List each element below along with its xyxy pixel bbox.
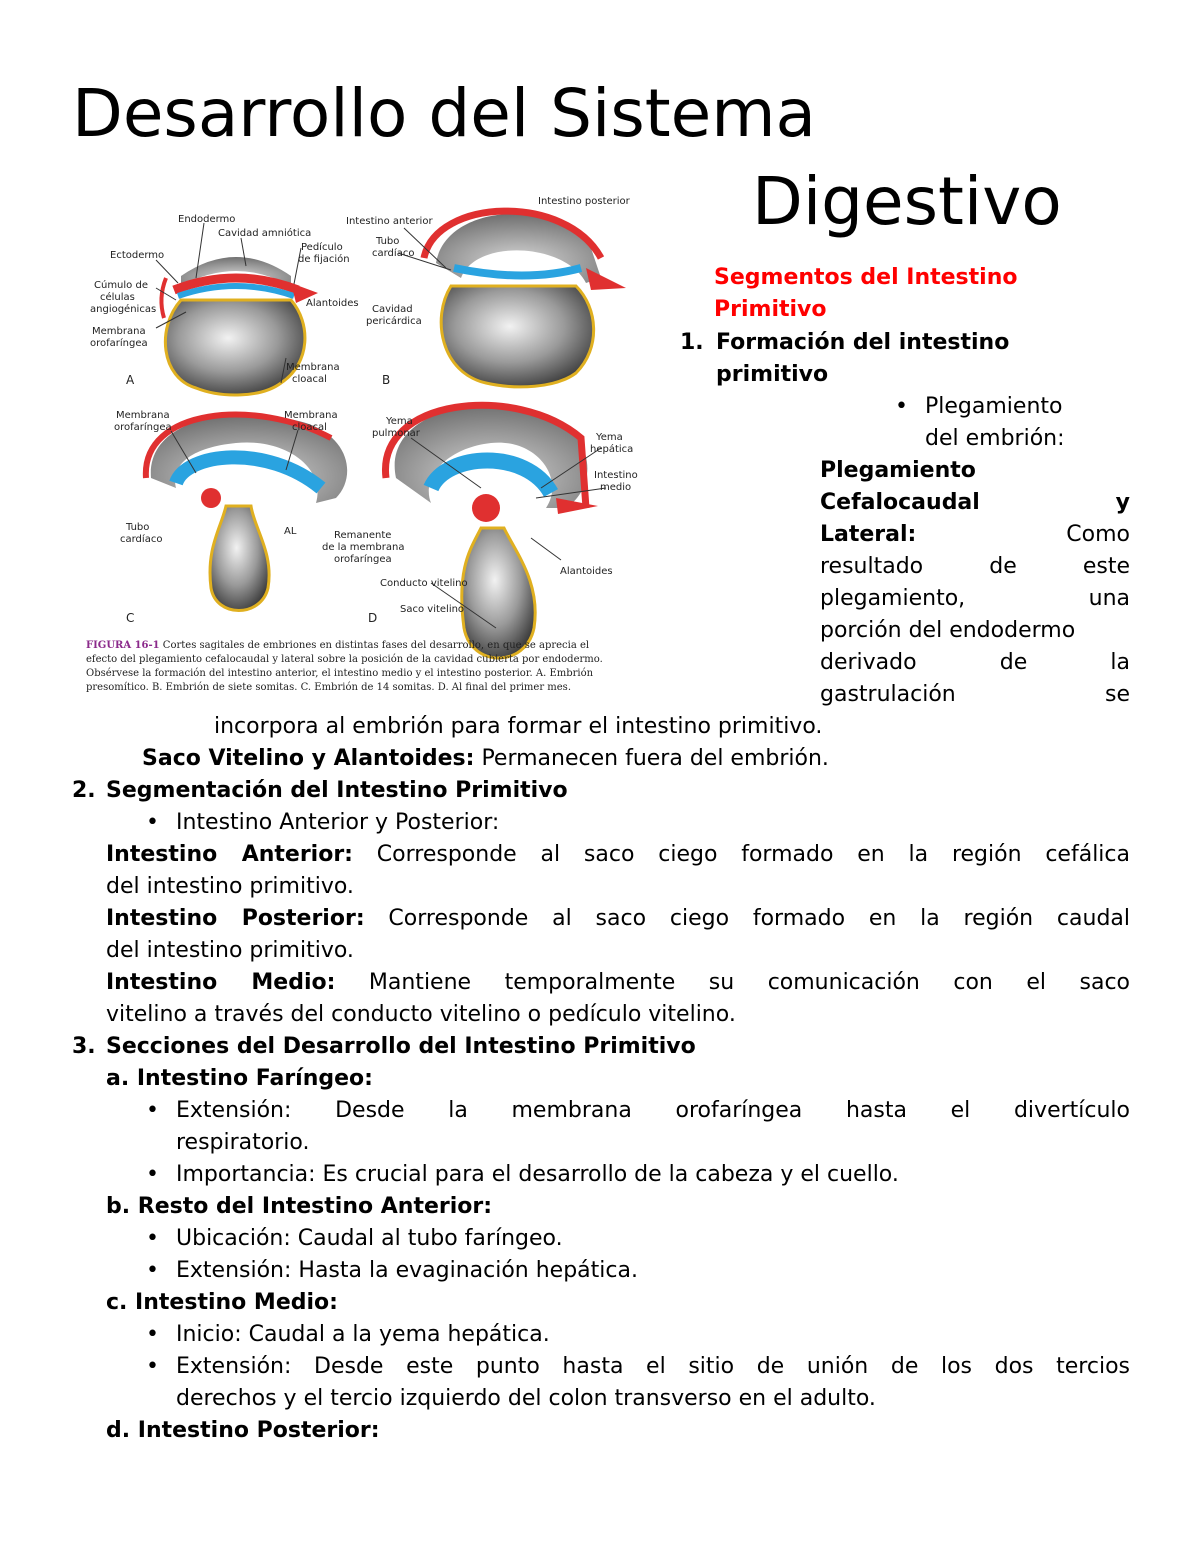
b-ubicacion: • Ubicación: Caudal al tubo faríngeo.: [176, 1223, 563, 1255]
plegamiento-line-8: gastrulación se: [820, 682, 1130, 707]
bullet-plegamiento-2: del embrión:: [925, 426, 1065, 451]
label-alantoides-a: Alantoides: [306, 298, 359, 309]
panel-c-diagram: [146, 415, 347, 611]
label-ectodermo: Ectodermo: [110, 250, 165, 261]
label-membrana-c-2: orofaríngea: [114, 422, 172, 433]
item-1-number: 1.: [680, 330, 704, 355]
label-cavidad-b-1: Cavidad: [372, 304, 413, 315]
title-line-2: Digestivo: [752, 163, 1062, 240]
c-extension-line-1: • Extensión: Desde este punto hasta el sitio de unión de los dos tercios: [176, 1351, 1130, 1383]
subsection-a-heading: a. Intestino Faríngeo:: [106, 1066, 373, 1091]
item-1-title-2: primitivo: [716, 362, 829, 387]
label-remanente-3: orofaríngea: [334, 554, 392, 565]
item-2-number: 2.: [72, 778, 96, 803]
label-tubo-b-1: Tubo: [376, 236, 400, 247]
label-pediculo-1: Pedículo: [301, 242, 343, 253]
a-extension-line-2: respiratorio.: [176, 1130, 310, 1155]
label-cloacal-a-1: Membrana: [286, 362, 340, 373]
a-extension-line-1: • Extensión: Desde la membrana orofaríngea hasta el divertículo: [176, 1095, 1130, 1127]
label-intestino-medio-2: medio: [600, 482, 632, 493]
figure-caption-line-3: Obsérvese la formación del intestino anterior, el intestino medio y el intestino posterior. A. Embrión: [86, 668, 594, 679]
label-saco-vitelino: Saco vitelino: [400, 604, 465, 615]
label-cloacal-c-1: Membrana: [284, 410, 338, 421]
label-endodermo: Endodermo: [178, 214, 236, 225]
intestino-anterior-line-1: Intestino Anterior: Corresponde al saco ciego formado en la región cefálica: [106, 842, 1130, 867]
figure-caption-label: FIGURA 16-1: [86, 640, 160, 651]
bullet-intestino-ant-post: • Intestino Anterior y Posterior:: [176, 807, 499, 839]
figure-caption-line-2: efecto del plegamiento cefalocaudal y lateral sobre la posición de la cavidad cubierta por endodermo.: [86, 654, 603, 665]
label-cloacal-a-2: cloacal: [292, 374, 327, 385]
panel-label-d: D: [368, 611, 378, 625]
label-cumulo-3: angiogénicas: [90, 304, 157, 315]
plegamiento-line-9: incorpora al embrión para formar el intestino primitivo.: [214, 714, 823, 739]
panel-label-c: C: [126, 611, 135, 625]
label-membrana-a-1: Membrana: [92, 326, 146, 337]
label-remanente-2: de la membrana: [322, 542, 405, 553]
title-line-1: Desarrollo del Sistema: [72, 75, 816, 152]
label-cavidad-amniotica: Cavidad amniótica: [218, 228, 312, 239]
subsection-d-heading: d. Intestino Posterior:: [106, 1418, 380, 1443]
item-3-number: 3.: [72, 1034, 96, 1059]
segments-heading-2: Primitivo: [714, 297, 827, 322]
label-intestino-anterior: Intestino anterior: [346, 216, 433, 227]
figure-caption-line-4: presomítico. B. Embrión de siete somitas. C. Embrión de 14 somitas. D. Al final del primer mes.: [86, 682, 571, 693]
intestino-anterior-line-2: del intestino primitivo.: [106, 874, 354, 899]
item-1-title-1: Formación del intestino: [716, 330, 1010, 355]
label-cumulo-2: células: [100, 292, 135, 303]
label-intestino-posterior: Intestino posterior: [538, 196, 630, 207]
intestino-medio-line-1: Intestino Medio: Mantiene temporalmente su comunicación con el saco: [106, 970, 1131, 995]
plegamiento-line-7: derivado de la: [820, 650, 1130, 675]
intestino-posterior-line-2: del intestino primitivo.: [106, 938, 354, 963]
panel-label-b: B: [382, 373, 391, 387]
panel-label-a: A: [126, 373, 135, 387]
a-importancia: • Importancia: Es crucial para el desarrollo de la cabeza y el cuello.: [176, 1159, 899, 1191]
c-inicio: • Inicio: Caudal a la yema hepática.: [176, 1319, 550, 1351]
label-cavidad-b-2: pericárdica: [366, 316, 422, 327]
intestino-posterior-line-1: Intestino Posterior: Corresponde al saco ciego formado en la región caudal: [106, 906, 1130, 931]
label-conducto-vitelino: Conducto vitelino: [380, 578, 468, 589]
label-tubo-b-2: cardíaco: [372, 248, 415, 259]
label-cumulo-1: Cúmulo de: [94, 280, 148, 291]
saco-vitelino-line: Saco Vitelino y Alantoides: Permanecen fuera del embrión.: [142, 746, 829, 771]
label-al: AL: [284, 526, 297, 537]
plegamiento-line-6: porción del endodermo: [820, 618, 1076, 643]
label-tubo-c-2: cardíaco: [120, 534, 163, 545]
subsection-b-heading: b. Resto del Intestino Anterior:: [106, 1194, 493, 1219]
plegamiento-line-4: resultado de este: [820, 554, 1131, 579]
plegamiento-line-5: plegamiento, una: [820, 586, 1130, 611]
label-cloacal-c-2: cloacal: [292, 422, 327, 433]
item-2-heading: Segmentación del Intestino Primitivo: [106, 778, 568, 803]
c-extension-line-2: derechos y el tercio izquierdo del colon transverso en el adulto.: [176, 1386, 876, 1411]
label-membrana-c-1: Membrana: [116, 410, 170, 421]
intestino-medio-line-2: vitelino a través del conducto vitelino o pedículo vitelino.: [106, 1002, 736, 1027]
label-yema-hepatica-2: hepática: [590, 444, 634, 455]
label-membrana-a-2: orofaríngea: [90, 338, 148, 349]
label-pediculo-2: de fijación: [298, 254, 350, 265]
label-yema-pulmonar-2: pulmonar: [372, 428, 420, 439]
label-remanente-1: Remanente: [334, 530, 392, 541]
segments-heading-1: Segmentos del Intestino: [714, 265, 1018, 290]
item-3-heading: Secciones del Desarrollo del Intestino Primitivo: [106, 1034, 696, 1059]
plegamiento-line-3: Lateral: Como: [820, 522, 1130, 547]
bullet-plegamiento-1: • Plegamiento: [925, 391, 1062, 423]
label-tubo-c-1: Tubo: [126, 522, 150, 533]
label-alantoides-d: Alantoides: [560, 566, 613, 577]
subsection-c-heading: c. Intestino Medio:: [106, 1290, 338, 1315]
plegamiento-bold-1: Plegamiento: [820, 458, 976, 483]
label-yema-hepatica-1: Yema: [596, 432, 623, 443]
figure-caption-line-1: FIGURA 16-1 Cortes sagitales de embriones en distintas fases del desarrollo, en que se aprecia el: [86, 640, 590, 651]
plegamiento-line-2: Cefalocaudal y: [820, 490, 1130, 515]
label-intestino-medio-1: Intestino: [594, 470, 638, 481]
b-extension: • Extensión: Hasta la evaginación hepática.: [176, 1255, 638, 1287]
embryo-folding-figure: [86, 188, 638, 700]
label-yema-pulmonar-1: Yema: [386, 416, 413, 427]
panel-b-diagram: [424, 211, 626, 387]
